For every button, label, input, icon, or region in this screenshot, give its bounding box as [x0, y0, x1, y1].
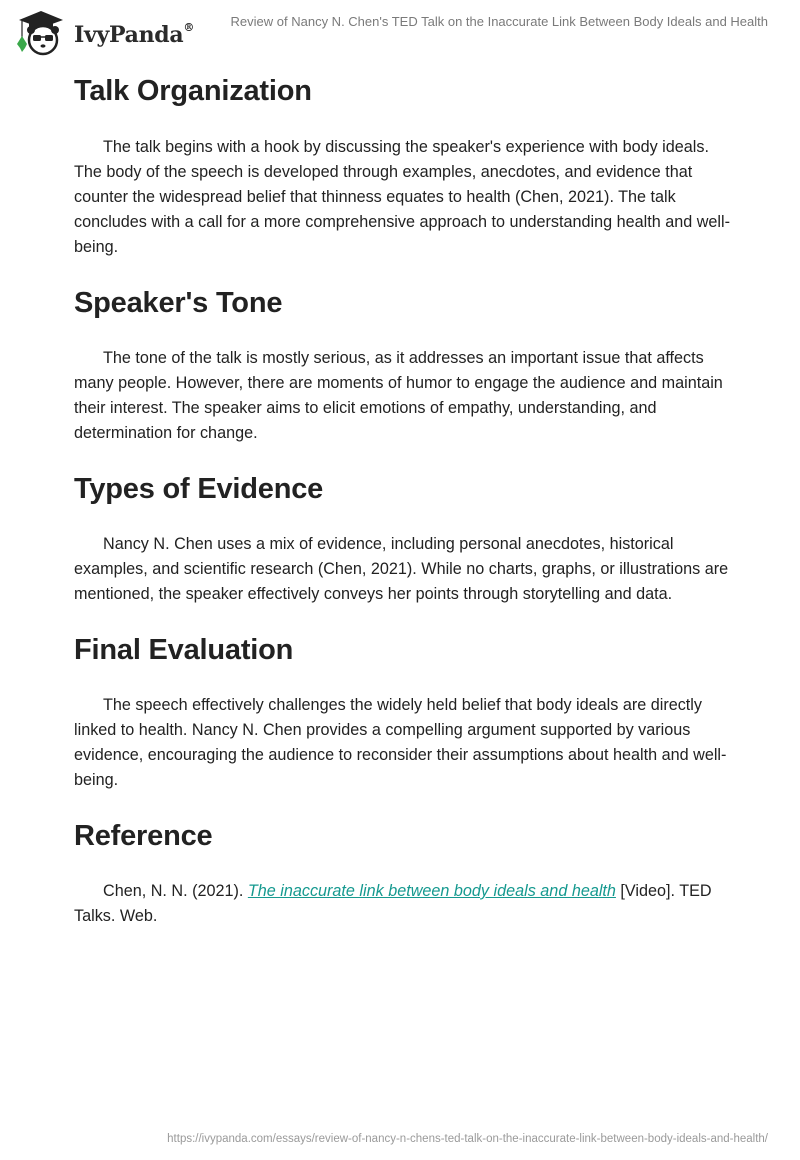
section-paragraph-speakers-tone: The tone of the talk is mostly serious, as it addresses an important issue that affects many people. However, there are moments of humor to engage the audience and maintain their interest. The speaker aims to elicit emotions of empathy, understanding, and determination for change. [74, 349, 723, 442]
section-paragraph-types-of-evidence: Nancy N. Chen uses a mix of evidence, including personal anecdotes, historical examples, and scientific research (Chen, 2021). While no charts, graphs, or illustrations are mentioned, the speaker effectively conveys her points through storytelling and data. [74, 535, 729, 603]
reference-link[interactable]: The inaccurate link between body ideals and health [247, 882, 616, 900]
logo-text: IvyPanda [74, 22, 184, 48]
document-title: Review of Nancy N. Chen's TED Talk on the Inaccurate Link Between Body Ideals and Health [230, 14, 768, 29]
page-header [0, 0, 800, 56]
registered-mark: ® [183, 20, 195, 34]
section-heading-speakers-tone: Speaker's Tone [74, 287, 283, 319]
reference-prefix: Chen, N. N. (2021). [103, 882, 248, 900]
reference-heading: Reference [74, 820, 213, 852]
section-paragraph-final-evaluation: The speech effectively challenges the widely held belief that body ideals are directly linked to health. Nancy N. Chen provides a compelling argument supported by various evidence, encouraging the audience to reconsider their assumptions about health and well-being. [74, 696, 727, 789]
panda-graduate-icon [14, 8, 68, 56]
reference-entry [74, 879, 734, 929]
essay-content [74, 72, 734, 929]
reference-suffix: [Video]. TED Talks. Web. [74, 882, 712, 925]
section-paragraph-talk-organization: The talk begins with a hook by discussing the speaker's experience with body ideals. The body of the speech is developed through examples, anecdotes, and evidence that counter the widespread belief that thinness equates to health (Chen, 2021). The talk concludes with a call for a more comprehensive approach to understanding health and well-being. [74, 138, 730, 256]
ivypanda-logo[interactable] [14, 8, 194, 56]
section-heading-talk-organization: Talk Organization [74, 75, 312, 107]
section-heading-types-of-evidence: Types of Evidence [74, 473, 324, 505]
footer-url: https://ivypanda.com/essays/review-of-nancy-n-chens-ted-talk-on-the-inaccurate-link-between-body-ideals-and-health/ [167, 1133, 768, 1145]
section-heading-final-evaluation: Final Evaluation [74, 634, 294, 666]
